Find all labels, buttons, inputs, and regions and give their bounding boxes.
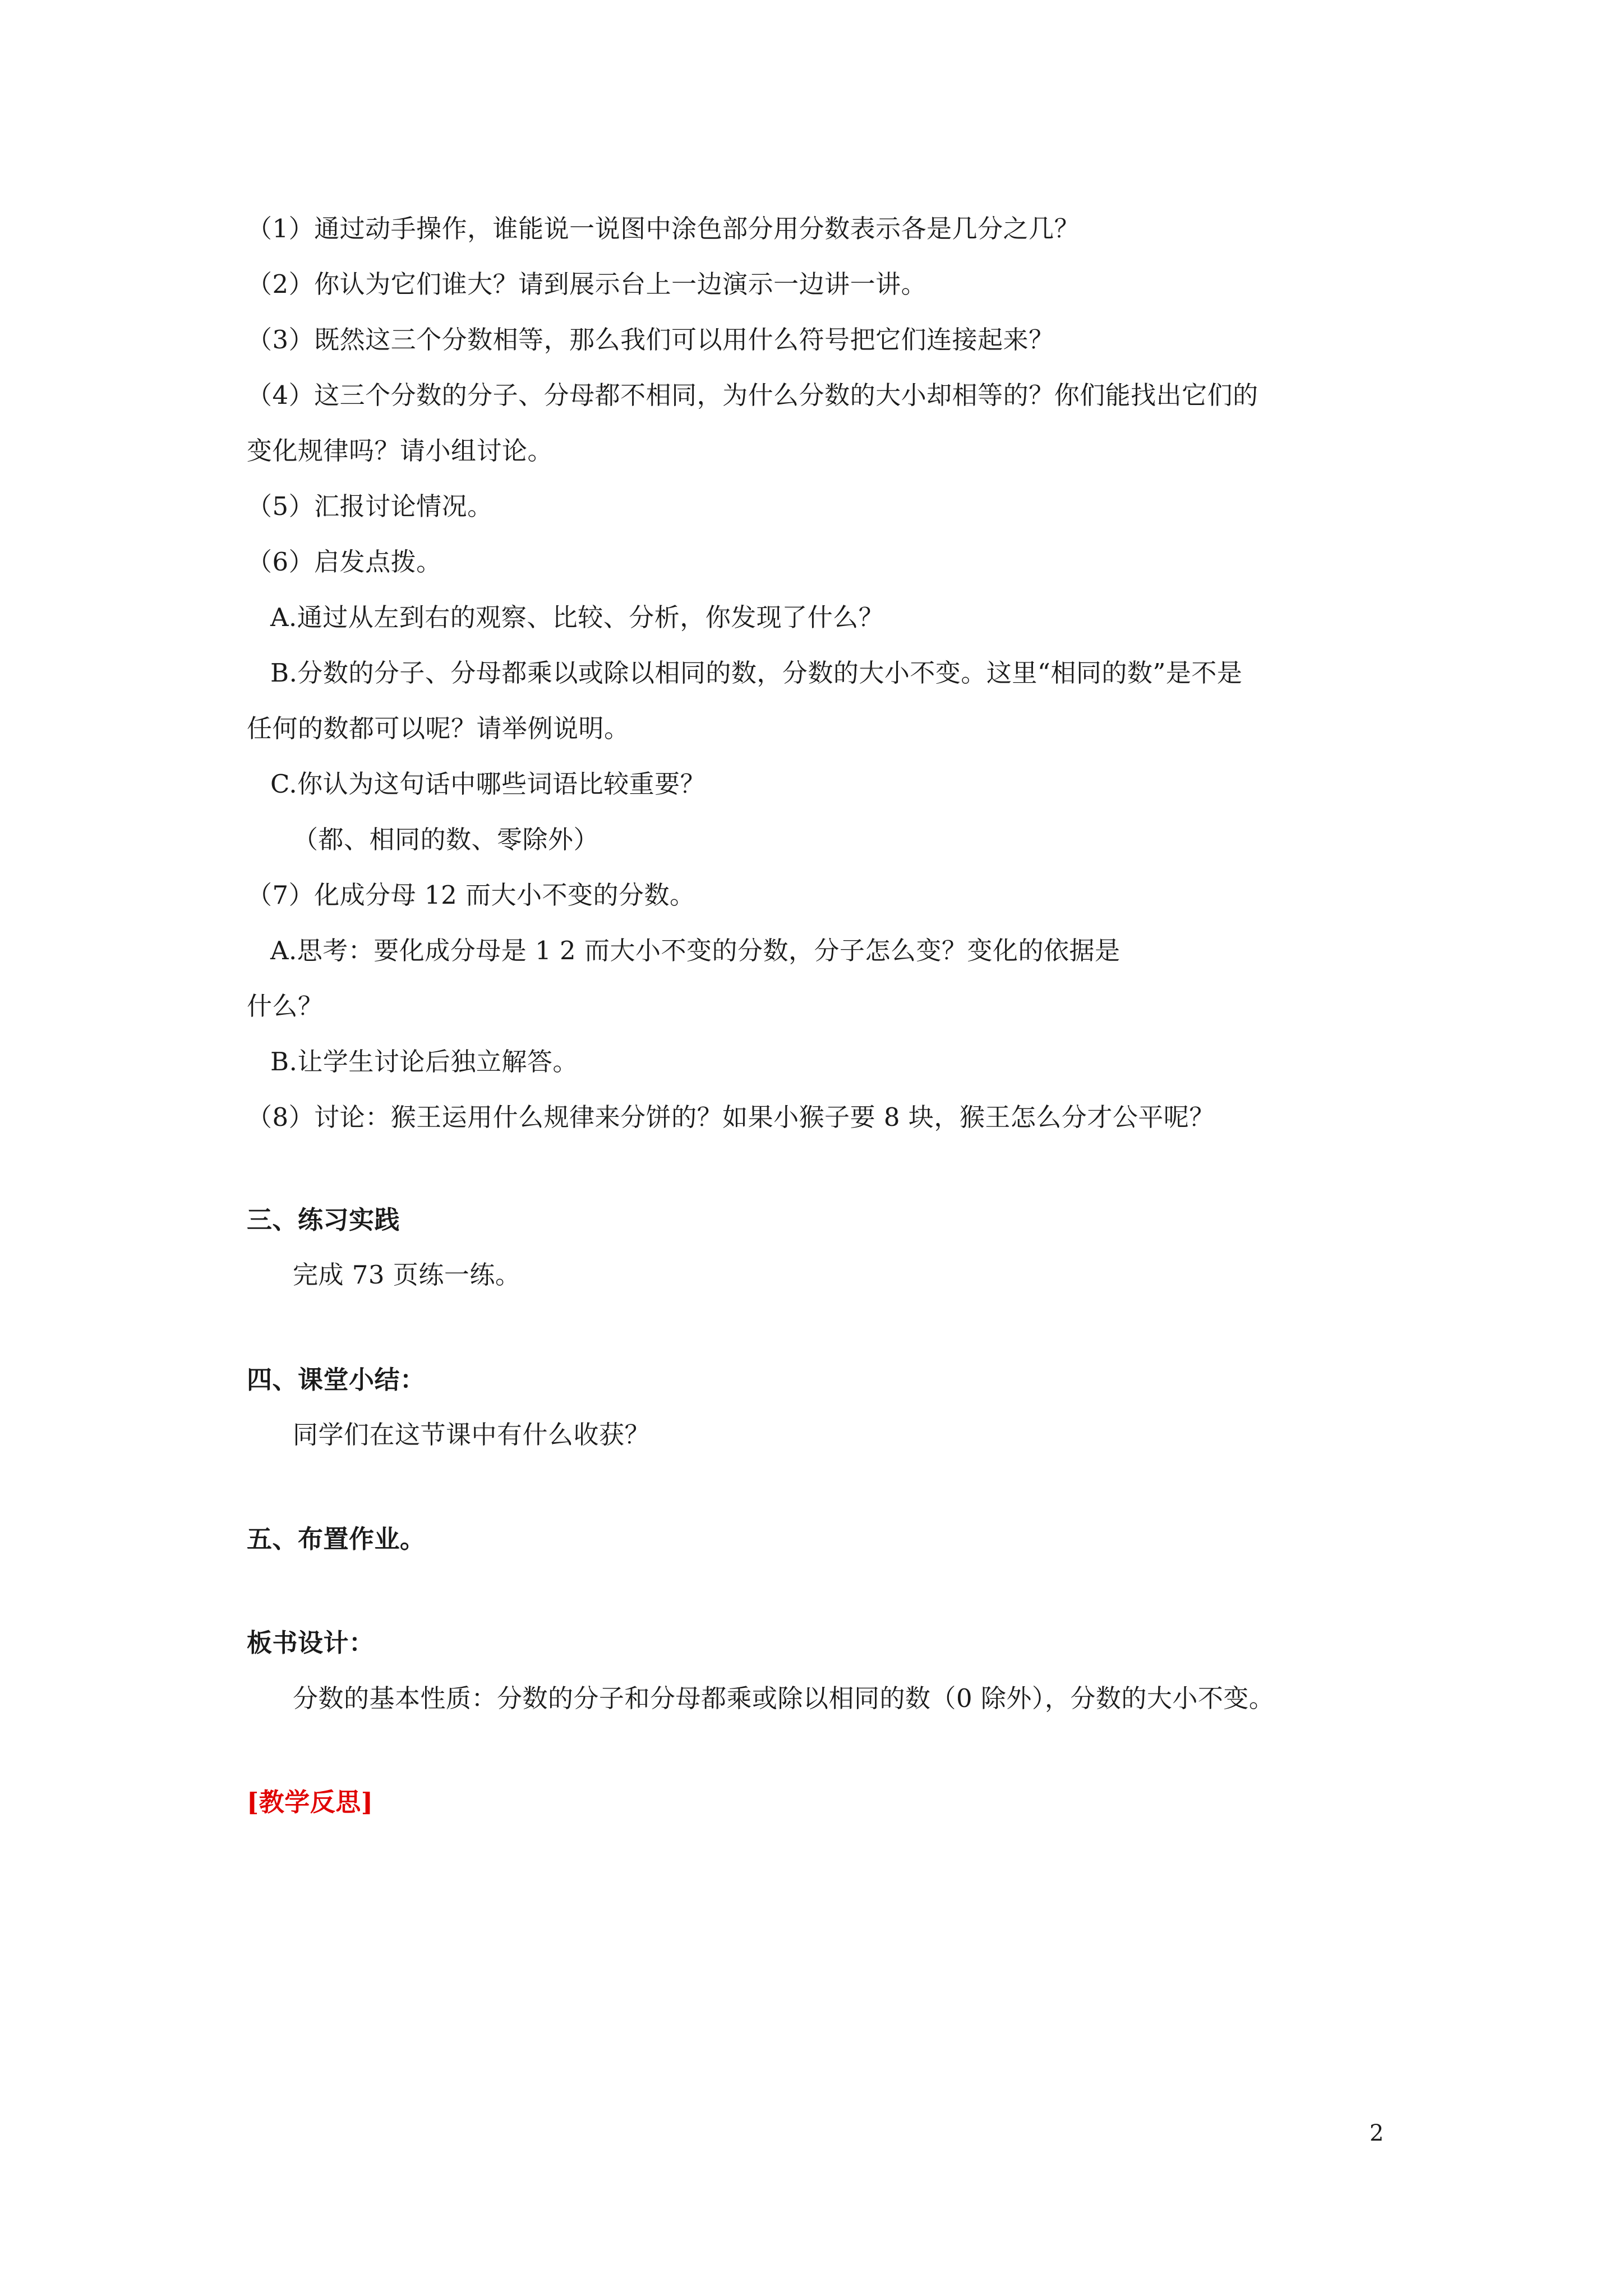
reflection-heading: [教学反思] [247, 1787, 374, 1817]
board-text: 分数的基本性质：分数的分子和分母都乘或除以相同的数（0 除外），分数的大小不变。 [293, 1683, 1275, 1713]
homework-heading: 五、布置作业。 [247, 1524, 426, 1554]
point-6a: A.通过从左到右的观察、比较、分析，你发现了什么？ [270, 602, 884, 632]
practice-text: 完成 73 页练一练。 [293, 1260, 521, 1290]
question-5: （5）汇报讨论情况。 [247, 491, 493, 521]
question-7: （7）化成分母 12 而大小不变的分数。 [247, 880, 695, 910]
practice-heading: 三、练习实践 [247, 1205, 400, 1235]
point-6b-line-1: B.分数的分子、分母都乘以或除以相同的数，分数的大小不变。这里“相同的数”是不是 [270, 658, 1243, 688]
question-4-line-2: 变化规律吗？请小组讨论。 [247, 436, 554, 466]
question-2: （2）你认为它们谁大？请到展示台上一边演示一边讲一讲。 [247, 269, 927, 299]
question-1: （1）通过动手操作，谁能说一说图中涂色部分用分数表示各是几分之几？ [247, 214, 1080, 243]
board-heading: 板书设计： [247, 1628, 375, 1658]
point-6c-answer: （都、相同的数、零除外） [293, 825, 600, 854]
point-6c: C.你认为这句话中哪些词语比较重要？ [270, 769, 706, 799]
point-7a-line-2: 什么？ [247, 991, 324, 1021]
question-3: （3）既然这三个分数相等，那么我们可以用什么符号把它们连接起来？ [247, 325, 1054, 355]
point-7b: B.让学生讨论后独立解答。 [270, 1047, 578, 1076]
question-6: （6）启发点拨。 [247, 547, 442, 577]
question-4-line-1: （4）这三个分数的分子、分母都不相同，为什么分数的大小却相等的？你们能找出它们的 [247, 380, 1258, 410]
page-number: 2 [1370, 2120, 1384, 2146]
point-7a-line-1: A.思考：要化成分母是 1 2 而大小不变的分数，分子怎么变？变化的依据是 [270, 936, 1121, 965]
point-6b-line-2: 任何的数都可以呢？请举例说明。 [247, 714, 630, 743]
question-8: （8）讨论：猴王运用什么规律来分饼的？如果小猴子要 8 块，猴王怎么分才公平呢？ [247, 1102, 1215, 1132]
summary-heading: 四、课堂小结： [247, 1365, 426, 1395]
summary-text: 同学们在这节课中有什么收获？ [293, 1420, 651, 1450]
